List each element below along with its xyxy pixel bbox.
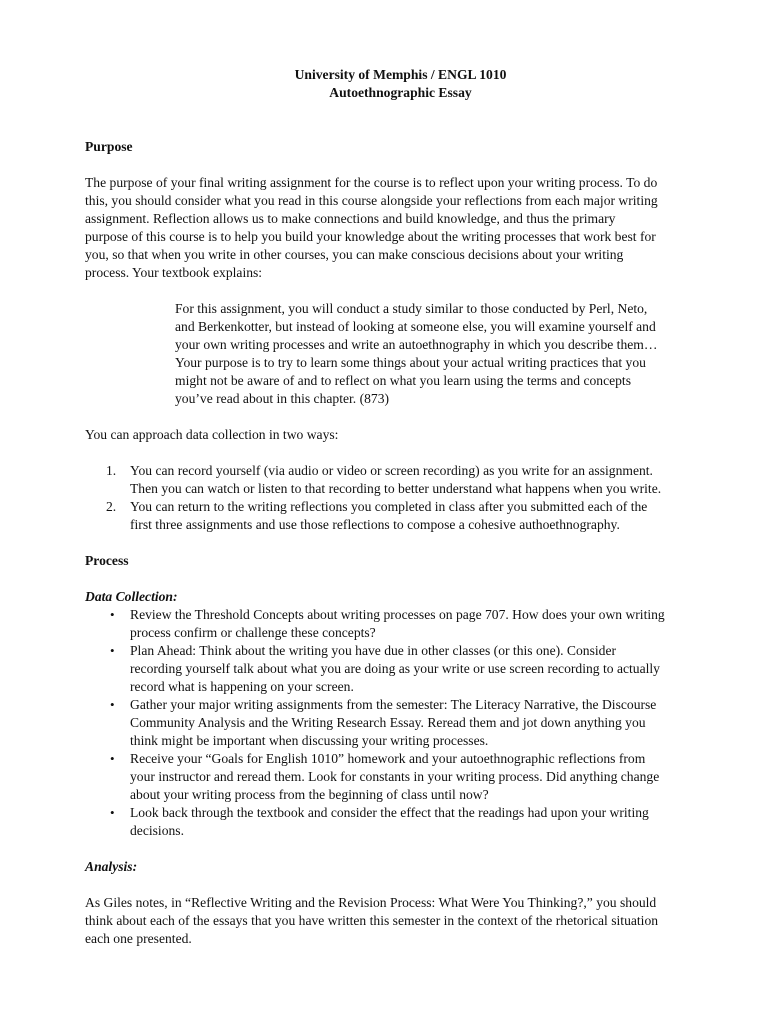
list-item bbox=[85, 498, 720, 534]
text-line: Plan Ahead: Think about the writing you have due in other classes (or this one). Consider bbox=[130, 643, 617, 658]
text-line: You can return to the writing reflections you completed in class after you submitted each of the bbox=[130, 499, 648, 514]
quote-line: For this assignment, you will conduct a study similar to those conducted by Perl, Neto, bbox=[175, 301, 648, 316]
quote-line: you’ve read about in this chapter. (873) bbox=[175, 391, 390, 406]
text-line: The purpose of your final writing assignment for the course is to reflect upon your writing process. To do bbox=[85, 175, 658, 190]
text-line: you, so that when you write in other courses, you can make conscious decisions about your writing bbox=[85, 247, 624, 262]
bullet-icon: • bbox=[110, 643, 115, 658]
text-line: Then you can watch or listen to that recording to better understand what happens when you write. bbox=[130, 481, 662, 496]
text-line: decisions. bbox=[130, 823, 184, 838]
text-line: think might be important when discussing your writing processes. bbox=[130, 733, 489, 748]
bullet-icon: • bbox=[110, 697, 115, 712]
text-line: recording yourself talk about what you are doing as your write or use screen recording to actually bbox=[130, 661, 660, 676]
text-line: record what is happening on your screen. bbox=[130, 679, 354, 694]
bullet-icon: • bbox=[110, 607, 115, 622]
approach-list bbox=[85, 462, 720, 534]
text-line: first three assignments and use those reflections to compose a cohesive authoethnography. bbox=[130, 517, 620, 532]
text-line: about your writing process from the beginning of class until now? bbox=[130, 787, 489, 802]
data-collection-heading: Data Collection: bbox=[85, 589, 178, 604]
approach-intro: You can approach data collection in two ways: bbox=[85, 427, 339, 442]
process-heading: Process bbox=[85, 553, 129, 568]
analysis-paragraph bbox=[85, 894, 720, 948]
list-item bbox=[85, 696, 720, 750]
course-title: University of Memphis / ENGL 1010 bbox=[294, 67, 507, 82]
text-line: Review the Threshold Concepts about writing processes on page 707. How does your own writing bbox=[130, 607, 665, 622]
list-number: 1. bbox=[106, 463, 117, 478]
text-line: this, you should consider what you read in this course alongside your reflections from each major writing bbox=[85, 193, 658, 208]
list-item bbox=[85, 804, 720, 840]
quote-line: and Berkenkotter, but instead of looking at someone else, you will examine yourself and bbox=[175, 319, 656, 334]
assignment-title: Autoethnographic Essay bbox=[329, 85, 472, 100]
text-line: process confirm or challenge these concepts? bbox=[130, 625, 376, 640]
text-line: Receive your “Goals for English 1010” homework and your autoethnographic reflections from bbox=[130, 751, 646, 766]
quote-line: Your purpose is to try to learn some things about your actual writing practices that you bbox=[175, 355, 646, 370]
bullet-icon: • bbox=[110, 805, 115, 820]
text-line: process. Your textbook explains: bbox=[85, 265, 263, 280]
text-line: think about each of the essays that you have written this semester in the context of the rhetorical situation bbox=[85, 913, 659, 928]
textbook-quote bbox=[175, 300, 720, 408]
quote-line: might not be aware of and to reflect on what you learn using the terms and concepts bbox=[175, 373, 632, 388]
list-item bbox=[85, 462, 720, 498]
analysis-heading: Analysis: bbox=[85, 859, 138, 874]
list-item bbox=[85, 642, 720, 696]
text-line: assignment. Reflection allows us to make connections and build knowledge, and thus the primary bbox=[85, 211, 616, 226]
list-item bbox=[85, 606, 720, 642]
document-header bbox=[81, 66, 720, 102]
text-line: As Giles notes, in “Reflective Writing and the Revision Process: What Were You Thinking?,” you should bbox=[85, 895, 657, 910]
bullet-icon: • bbox=[110, 751, 115, 766]
text-line: You can record yourself (via audio or video or screen recording) as you write for an assignment. bbox=[130, 463, 653, 478]
text-line: your instructor and reread them. Look for constants in your writing process. Did anything change bbox=[130, 769, 660, 784]
list-number: 2. bbox=[106, 499, 117, 514]
text-line: Gather your major writing assignments from the semester: The Literacy Narrative, the Discourse bbox=[130, 697, 657, 712]
text-line: each one presented. bbox=[85, 931, 192, 946]
purpose-paragraph bbox=[85, 174, 720, 282]
quote-line: your own writing processes and write an autoethnography in which you describe them… bbox=[175, 337, 658, 352]
text-line: Look back through the textbook and consider the effect that the readings had upon your writing bbox=[130, 805, 649, 820]
purpose-heading: Purpose bbox=[85, 139, 133, 154]
list-item bbox=[85, 750, 720, 804]
text-line: Community Analysis and the Writing Research Essay. Reread them and jot down anything you bbox=[130, 715, 646, 730]
text-line: purpose of this course is to help you build your knowledge about the writing processes that work best for bbox=[85, 229, 656, 244]
data-collection-list bbox=[85, 606, 720, 840]
